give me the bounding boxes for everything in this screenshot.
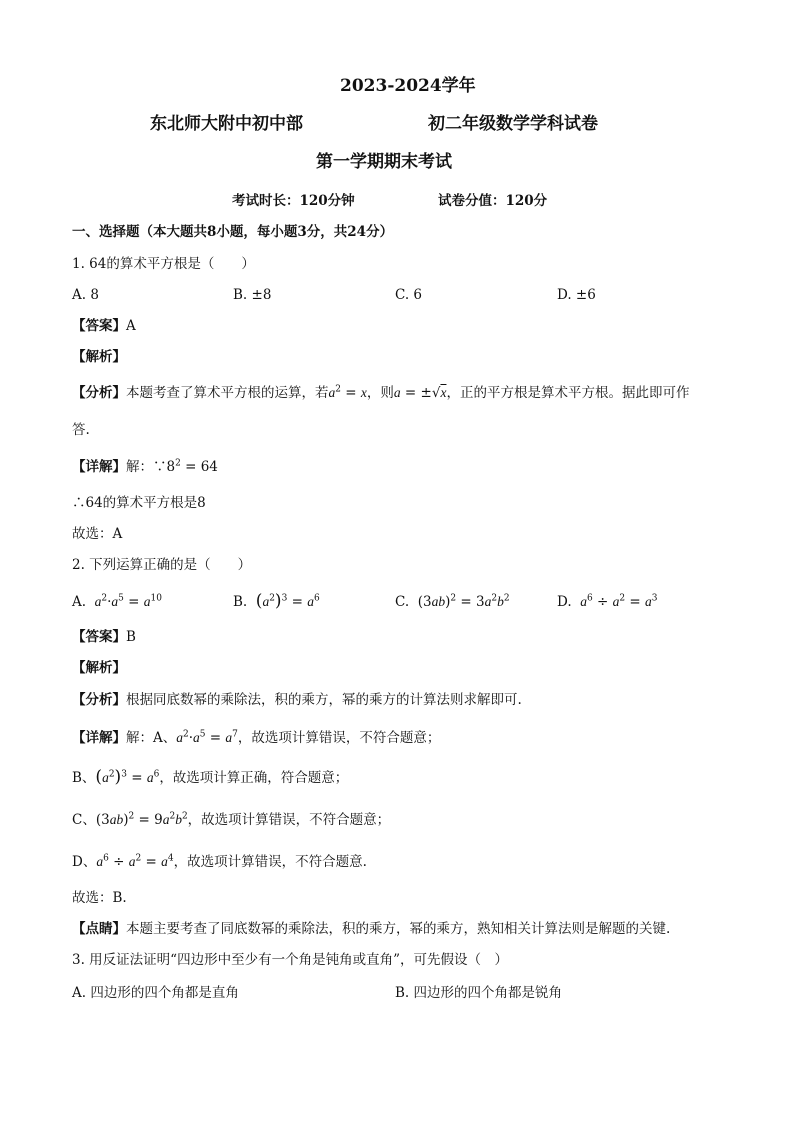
detail-text: 解：∵ (126, 459, 167, 475)
detail-prefix: 解：A、 (126, 730, 177, 746)
q3-stem: 3. 用反证法证明“四边形中至少有一个角是钝角或直角”，可先假设（ ） (72, 952, 508, 968)
q1-jiexi: 【解析】 (72, 349, 126, 365)
q1-option-a: A. 8 (72, 287, 99, 303)
comment-tag: 【点睛】 (72, 921, 126, 937)
q1-option-b: B. ±8 (233, 287, 272, 303)
q1-answer (72, 316, 136, 336)
q1-analysis (72, 383, 689, 403)
formula-8sq: $8^2 = 64$ (166, 458, 218, 475)
q2-detail-c (72, 810, 390, 830)
answer-value: A (126, 318, 136, 334)
q2-detail-d (72, 852, 367, 872)
formula-a2-x: $a^2 = x$ (328, 384, 367, 401)
detail-prefix: D、 (72, 854, 97, 870)
formula: $(3ab)^2 = 9a^2b^2$ (95, 811, 188, 828)
analysis-tag: 【分析】 (72, 385, 126, 401)
detail-suffix: ，故选项计算正确，符合题意； (159, 770, 349, 786)
q1-conclusion: ∴64的算术平方根是8 (72, 495, 206, 511)
comment-text: 本题主要考查了同底数幂的乘除法，积的乘方，幂的乘方，熟知相关计算法则是解题的关键. (126, 921, 671, 937)
analysis-text-2: ，则 (366, 385, 394, 401)
q1-stem: 1. 64的算术平方根是（ ） (72, 256, 255, 272)
q2-answer (72, 627, 136, 647)
q2-comment (72, 919, 670, 939)
detail-suffix: ，故选项计算错误，不符合题意； (237, 730, 441, 746)
q2-stem: 2. 下列运算正确的是（ ） (72, 557, 252, 573)
q2-choose: 故选：B. (72, 890, 127, 906)
q2-option-a: A. $a^2\cdot a^5 = a^{10}$ (72, 593, 162, 610)
school-name: 东北师大附中初中部 (150, 114, 303, 134)
q3-option-a: A. 四边形的四个角都是直角 (72, 985, 239, 1001)
q1-detail (72, 457, 218, 477)
q1-option-c: C. 6 (395, 287, 423, 303)
q1-analysis-cont: 答. (72, 422, 90, 438)
exam-score: 试卷分值：120分 (438, 193, 548, 209)
q2-analysis (72, 690, 522, 710)
detail-suffix: ，故选项计算错误，不符合题意； (187, 812, 391, 828)
q2-option-d: D. $a^6 \div a^2 = a^3$ (557, 593, 658, 610)
exam-term: 第一学期期末考试 (316, 152, 452, 172)
formula: $a^6 \div a^2 = a^4$ (96, 853, 174, 870)
detail-tag: 【详解】 (72, 730, 126, 746)
q2-option-c: C. $(3ab)^2 = 3a^2b^2$ (395, 593, 510, 610)
analysis-text: 根据同底数幂的乘除法，积的乘方，幂的乘方的计算法则求解即可. (126, 692, 522, 708)
section-heading: 一、选择题（本大题共8小题，每小题3分，共24分） (72, 224, 394, 240)
q2-jiexi: 【解析】 (72, 660, 126, 676)
analysis-text-3: ，正的平方根是算术平方根。据此即可作 (446, 385, 690, 401)
q3-option-b: B. 四边形的四个角都是锐角 (395, 985, 563, 1001)
exam-duration: 考试时长：120分钟 (232, 193, 355, 209)
q2-detail-b (72, 768, 348, 788)
detail-prefix: C、 (72, 812, 96, 828)
formula: $(a^2)^3 = a^6$ (95, 767, 160, 787)
detail-prefix: B、 (72, 770, 96, 786)
answer-tag: 【答案】 (72, 629, 126, 645)
answer-tag: 【答案】 (72, 318, 126, 334)
formula: $a^2\cdot a^5 = a^7$ (176, 729, 238, 746)
answer-value: B (126, 629, 136, 645)
q2-detail-a (72, 728, 440, 748)
formula-a-pm-sqrtx: a = ±√x (393, 385, 447, 401)
q1-option-d: D. ±6 (557, 287, 596, 303)
q2-option-b: B. $(a^2)^3 = a^6$ (233, 591, 320, 611)
analysis-tag: 【分析】 (72, 692, 126, 708)
detail-tag: 【详解】 (72, 459, 126, 475)
exam-year: 2023-2024学年 (340, 76, 476, 96)
detail-suffix: ，故选项计算错误，不符合题意. (173, 854, 367, 870)
q1-choose: 故选：A (72, 526, 123, 542)
exam-subject: 初二年级数学学科试卷 (428, 114, 598, 134)
analysis-text: 本题考查了算术平方根的运算，若 (126, 385, 329, 401)
